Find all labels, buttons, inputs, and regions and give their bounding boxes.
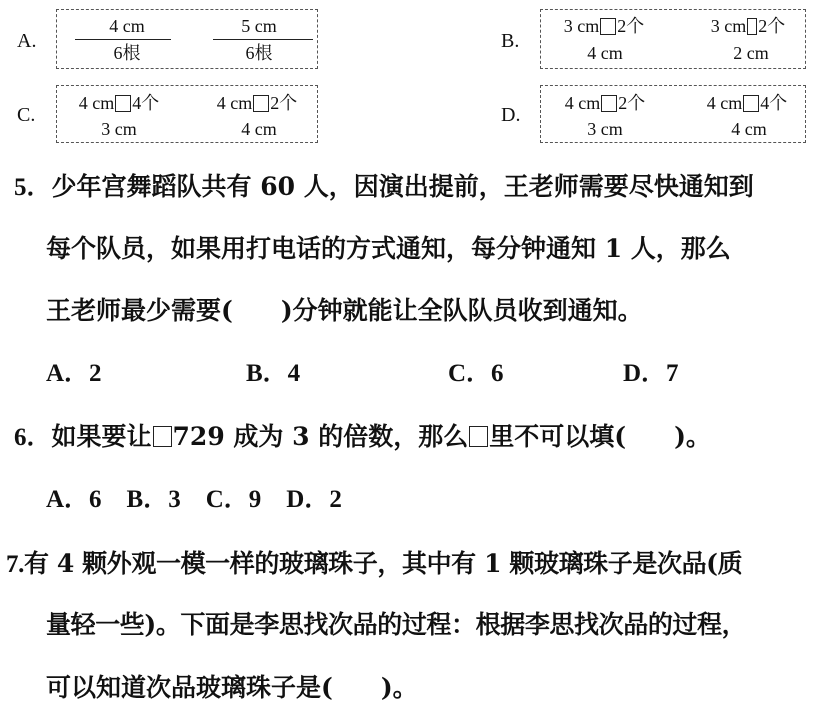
question-7-number: 7 xyxy=(6,551,19,578)
option-c-right-top xyxy=(199,93,315,113)
question-5-text-after-blank: )分钟就能让全队队员收到通知。 xyxy=(280,296,643,325)
option-c-letter: C. xyxy=(17,104,36,126)
option-d-left-top xyxy=(547,93,663,113)
square-icon xyxy=(601,95,617,112)
question-6-line: 6．如果要让 729 成为 3 的倍数，那么 里不可以填( )。 xyxy=(14,422,711,451)
question-5-line-2: 每个队员，如果用打电话的方式通知，每分钟通知 1 人，那么 xyxy=(46,234,731,263)
option-b-right-top-value: 3 cm xyxy=(710,16,747,36)
option-b-letter: B. xyxy=(501,30,520,52)
option-c-left-top-count: 4个 xyxy=(132,93,160,113)
square-icon xyxy=(253,95,269,112)
option-c-left-top-value: 4 cm xyxy=(78,93,115,113)
option-d-right-top-value: 4 cm xyxy=(706,93,743,113)
question-7-line-3 xyxy=(46,673,418,703)
question-5-option-b[interactable]: B．4 xyxy=(246,360,301,387)
option-d-letter: D. xyxy=(501,104,521,126)
question-7-text-before-blank: 可以知道次品玻璃珠子是( xyxy=(46,673,333,702)
option-b-left-top-value: 3 cm xyxy=(563,16,600,36)
blank-square-icon xyxy=(469,426,488,447)
question-5-text-before-blank: 王老师最少需要( xyxy=(46,296,233,325)
option-a-right-bottom: 6根 xyxy=(245,43,273,63)
fraction-line xyxy=(213,39,313,40)
question-7-line-2: 量轻一些)。下面是李思找次品的过程：根据李思找次品的过程， xyxy=(46,610,747,639)
option-a-left-top: 4 cm xyxy=(109,16,145,36)
option-d-left-top-count: 2个 xyxy=(618,93,646,113)
blank-square-icon xyxy=(153,426,172,447)
question-6-options[interactable]: A．6 B．3 C．9 D．2 xyxy=(46,486,342,513)
option-b-left-top-count: 2个 xyxy=(617,16,645,36)
option-c-right-top-count: 2个 xyxy=(270,93,298,113)
option-b-left-bottom: 4 cm xyxy=(587,43,623,63)
option-b-left-top xyxy=(545,16,663,36)
option-a-letter: A. xyxy=(17,30,37,52)
question-6-text-after: 里不可以填( xyxy=(489,422,627,451)
option-c-right-top-value: 4 cm xyxy=(216,93,253,113)
question-7-line-1: 7.有 4 颗外观一模一样的玻璃珠子，其中有 1 颗玻璃珠子是次品(质 xyxy=(6,549,743,578)
option-a-right-top: 5 cm xyxy=(241,16,277,36)
option-b-box[interactable] xyxy=(540,9,806,69)
question-7-text-1: 有 4 颗外观一模一样的玻璃珠子，其中有 1 颗玻璃珠子是次品(质 xyxy=(23,549,743,578)
question-6-text-mid: 729 成为 3 的倍数，那么 xyxy=(172,422,469,451)
option-b-right-top xyxy=(689,16,807,36)
option-d-left-top-value: 4 cm xyxy=(564,93,601,113)
option-d-right-bottom: 4 cm xyxy=(731,119,767,139)
question-5-option-d[interactable]: D．7 xyxy=(623,360,679,387)
question-6-text-before: 如果要让 xyxy=(51,422,152,451)
option-d-left-bottom: 3 cm xyxy=(587,119,623,139)
question-5-line-1: 5．少年宫舞蹈队共有 60 人，因演出提前，王老师需要尽快通知到 xyxy=(14,172,754,201)
option-c-right-bottom: 4 cm xyxy=(241,119,277,139)
question-5-line-3 xyxy=(46,296,643,326)
square-icon xyxy=(115,95,131,112)
option-d-right-top xyxy=(689,93,805,113)
question-6-text-end: )。 xyxy=(674,422,711,451)
square-icon xyxy=(747,18,757,35)
square-icon xyxy=(600,18,616,35)
fraction-line xyxy=(75,39,171,40)
question-5-number: 5 xyxy=(14,174,27,201)
option-b-right-bottom: 2 cm xyxy=(733,43,769,63)
question-5-option-c[interactable]: C．6 xyxy=(448,360,504,387)
option-b-right-top-count: 2个 xyxy=(758,16,786,36)
option-c-left-top xyxy=(61,93,177,113)
question-5-option-a[interactable]: A．2 xyxy=(46,360,102,387)
question-7-text-after-blank: )。 xyxy=(380,673,418,702)
option-a-box[interactable] xyxy=(56,9,318,69)
question-6-number: 6 xyxy=(14,424,27,451)
option-c-left-bottom: 3 cm xyxy=(101,119,137,139)
option-d-box[interactable] xyxy=(540,85,806,143)
option-a-left-bottom: 6根 xyxy=(113,43,141,63)
square-icon xyxy=(743,95,759,112)
option-d-right-top-count: 4个 xyxy=(760,93,788,113)
question-5-text-1: 少年宫舞蹈队共有 60 人，因演出提前，王老师需要尽快通知到 xyxy=(51,172,754,201)
option-c-box[interactable] xyxy=(56,85,318,143)
